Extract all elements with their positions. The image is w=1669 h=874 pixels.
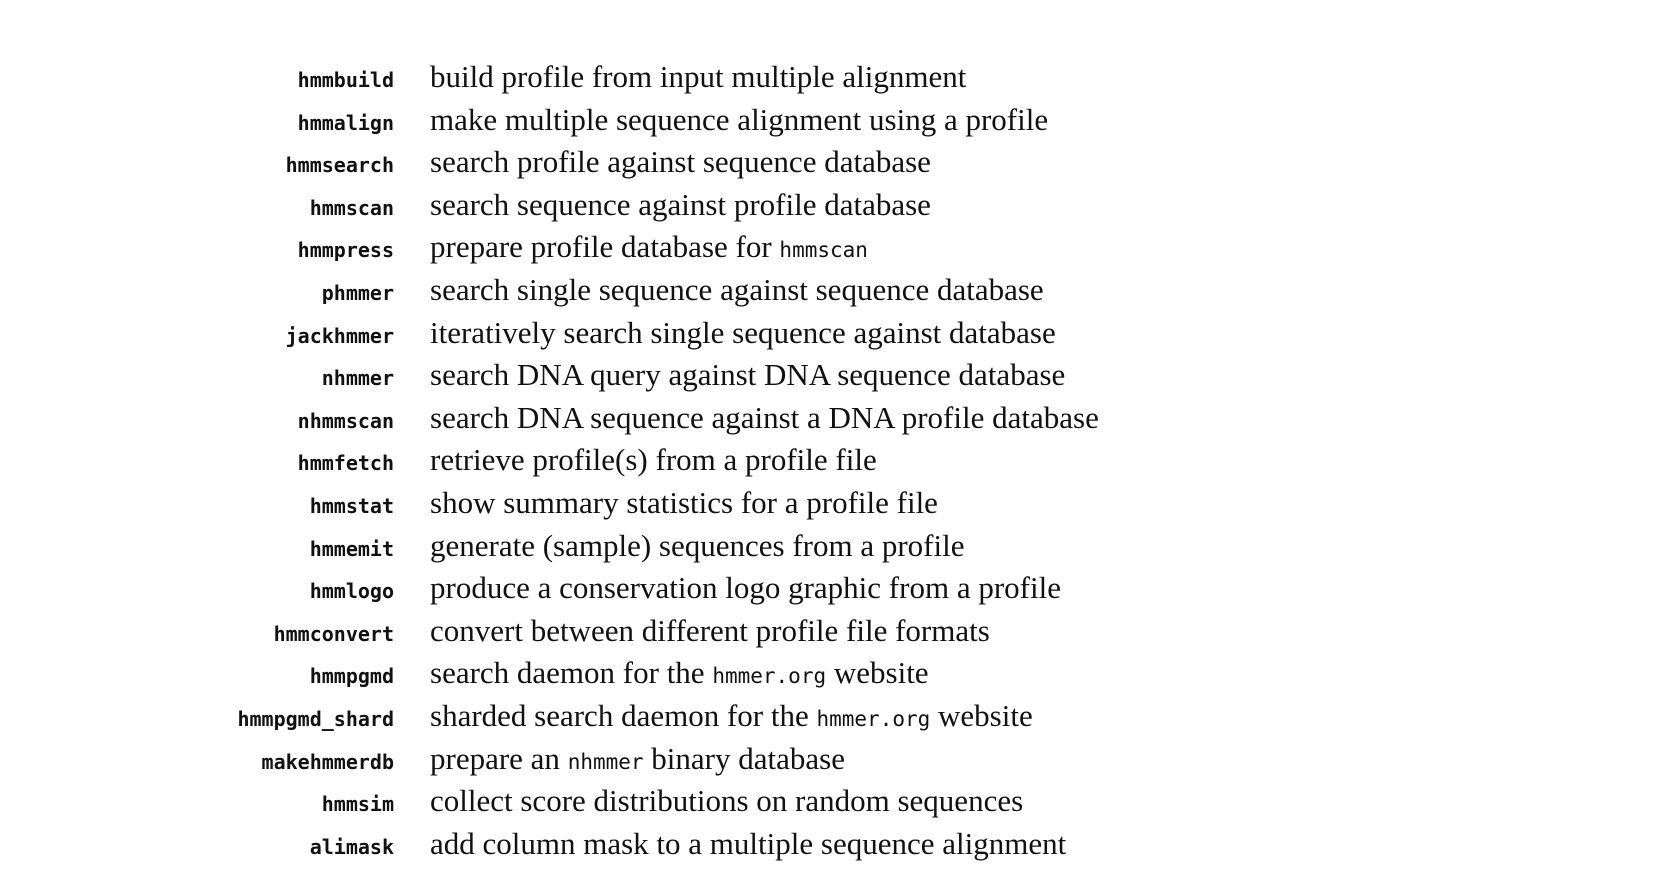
program-description: search sequence against profile database bbox=[430, 186, 931, 222]
program-row bbox=[0, 268, 1669, 311]
program-name: hmmalign bbox=[297, 110, 394, 135]
description-text: prepare profile database for bbox=[430, 229, 780, 265]
program-row bbox=[0, 822, 1669, 865]
program-row bbox=[0, 524, 1669, 567]
program-description: add column mask to a multiple sequence alignment bbox=[430, 825, 1067, 861]
description-text: prepare an bbox=[430, 740, 568, 776]
program-name: jackhmmer bbox=[285, 323, 394, 348]
program-row bbox=[0, 779, 1669, 822]
inline-code: hmmer.org bbox=[712, 664, 827, 689]
description-text: search daemon for the bbox=[430, 655, 713, 691]
description-text-after: website bbox=[826, 655, 929, 691]
program-name: nhmmer bbox=[321, 366, 394, 391]
description-text-after: website bbox=[930, 697, 1033, 733]
program-description: search DNA query against DNA sequence database bbox=[430, 357, 1066, 393]
program-description: build profile from input multiple alignment bbox=[430, 59, 967, 94]
description-text: sharded search daemon for the bbox=[430, 697, 817, 733]
program-row bbox=[0, 438, 1669, 481]
program-name: hmmfetch bbox=[297, 451, 394, 476]
program-name: hmmbuild bbox=[297, 68, 394, 92]
inline-code: nhmmer bbox=[567, 749, 644, 774]
program-row bbox=[0, 396, 1669, 439]
program-row bbox=[0, 651, 1669, 694]
program-row bbox=[0, 311, 1669, 354]
program-description: search single sequence against sequence database bbox=[430, 271, 1044, 307]
program-name: hmmscan bbox=[309, 195, 394, 220]
program-description bbox=[430, 651, 929, 698]
program-name: makehmmerdb bbox=[261, 749, 394, 774]
program-list bbox=[0, 55, 1669, 864]
program-name: hmmconvert bbox=[273, 621, 394, 646]
program-description: search profile against sequence database bbox=[430, 144, 931, 180]
program-description: show summary statistics for a profile file bbox=[430, 484, 938, 520]
program-name: hmmpgmd_shard bbox=[237, 706, 394, 731]
program-row bbox=[0, 609, 1669, 652]
program-name: hmmemit bbox=[309, 536, 394, 561]
program-description bbox=[430, 737, 845, 784]
program-name: hmmpress bbox=[297, 238, 394, 263]
description-text-after: binary database bbox=[643, 740, 845, 776]
program-description: generate (sample) sequences from a profile bbox=[430, 527, 965, 563]
program-description bbox=[430, 694, 1033, 741]
program-description bbox=[430, 225, 868, 272]
program-name: nhmmscan bbox=[297, 408, 394, 433]
program-row bbox=[0, 183, 1669, 226]
program-name: hmmstat bbox=[309, 493, 394, 518]
program-name: alimask bbox=[309, 834, 394, 859]
program-row bbox=[0, 694, 1669, 737]
program-row bbox=[0, 737, 1669, 780]
program-row bbox=[0, 353, 1669, 396]
program-description: produce a conservation logo graphic from a profile bbox=[430, 570, 1061, 606]
program-row bbox=[0, 98, 1669, 141]
program-description: retrieve profile(s) from a profile file bbox=[430, 442, 877, 478]
program-row bbox=[0, 481, 1669, 524]
program-name: hmmpgmd bbox=[309, 664, 394, 689]
inline-code: hmmer.org bbox=[816, 706, 931, 731]
program-name: hmmsearch bbox=[285, 153, 394, 178]
program-row bbox=[0, 55, 1669, 98]
program-row bbox=[0, 140, 1669, 183]
program-description: search DNA sequence against a DNA profile database bbox=[430, 399, 1099, 435]
program-name: hmmsim bbox=[321, 792, 394, 817]
program-description: iteratively search single sequence against database bbox=[430, 314, 1056, 350]
program-name: phmmer bbox=[321, 280, 394, 305]
program-name: hmmlogo bbox=[309, 579, 394, 604]
program-description: make multiple sequence alignment using a profile bbox=[430, 101, 1049, 137]
program-description: convert between different profile file formats bbox=[430, 612, 990, 648]
inline-code: hmmscan bbox=[779, 238, 868, 263]
program-row bbox=[0, 566, 1669, 609]
program-description: collect score distributions on random sequences bbox=[430, 783, 1024, 819]
program-row bbox=[0, 225, 1669, 268]
